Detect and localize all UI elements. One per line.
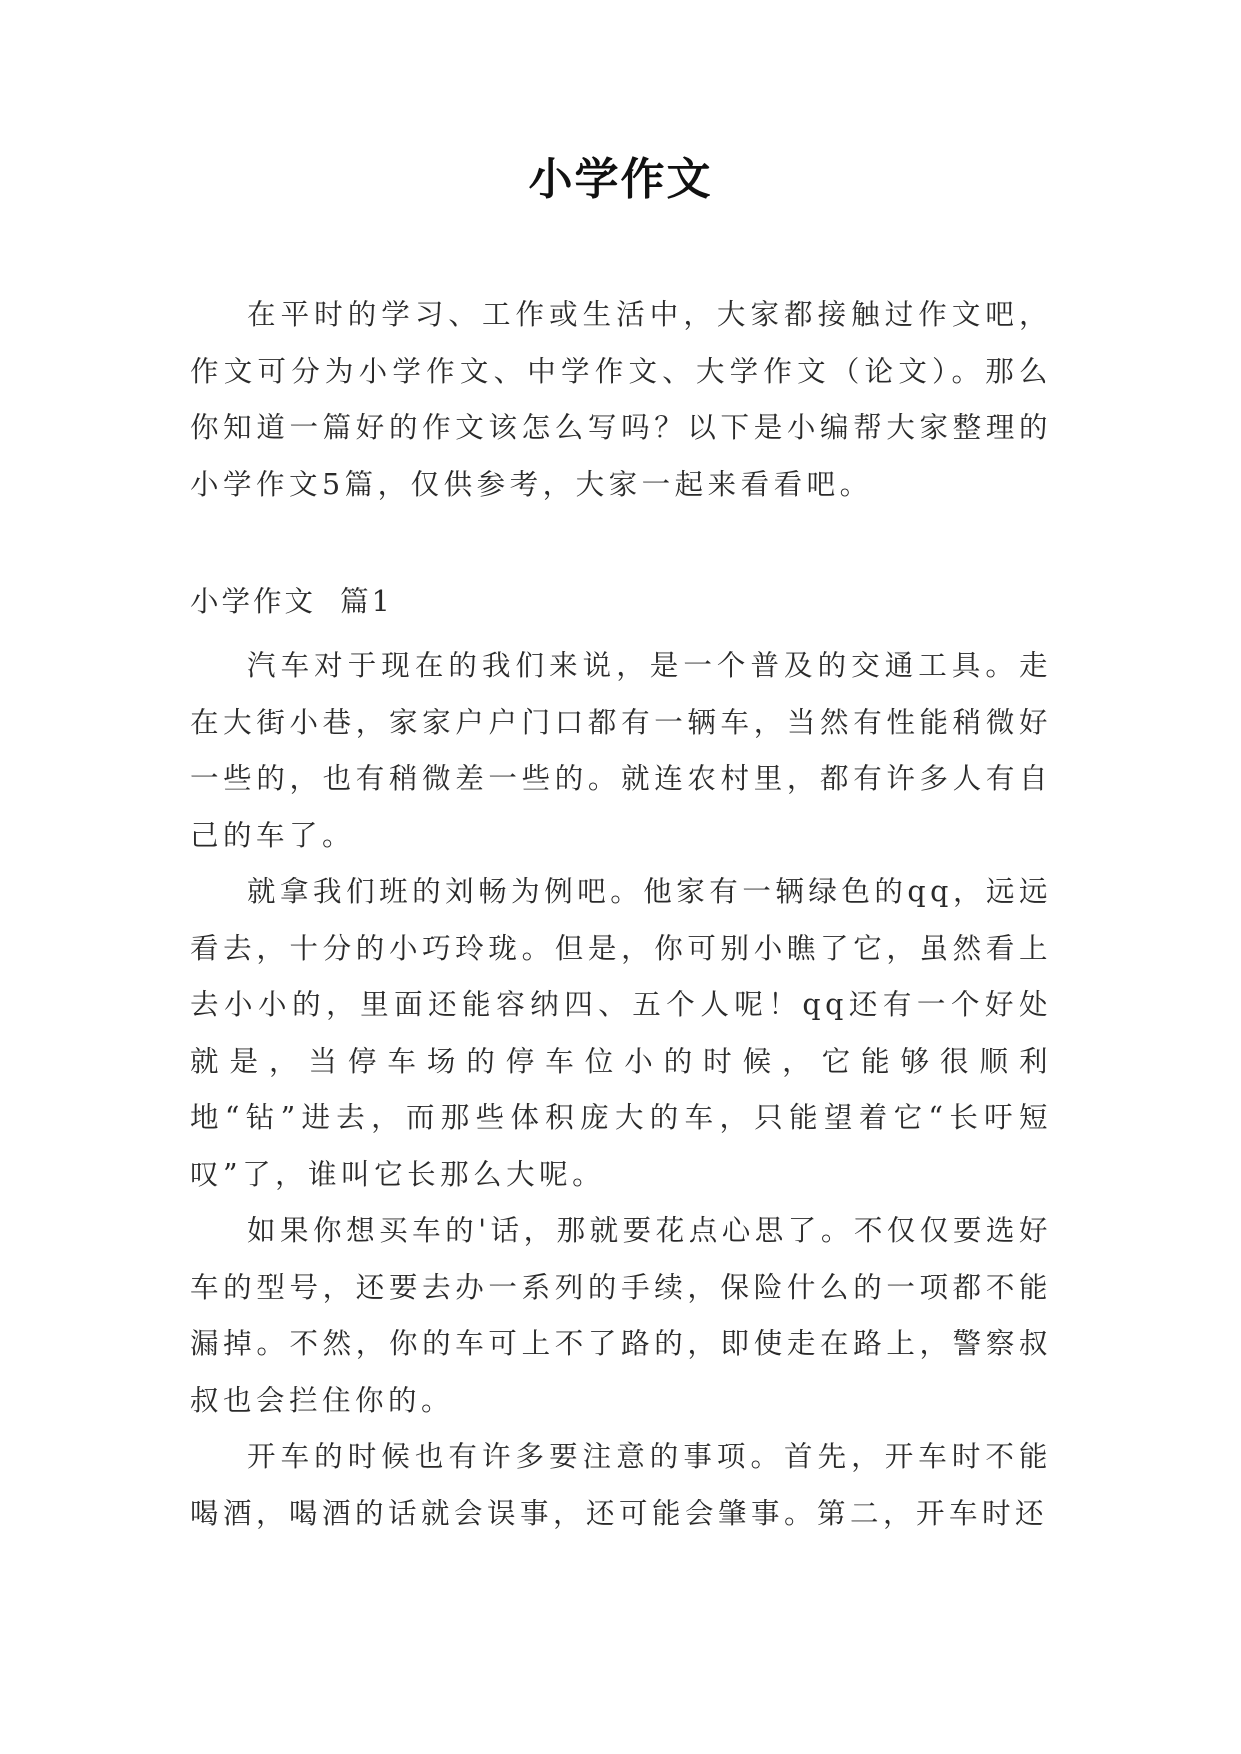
document-title: 小学作文 [528, 154, 713, 205]
essay-paragraph-4: 开车的时候也有许多要注意的事项。首先，开车时不能喝酒，喝酒的话就会误事，还可能会肇事。第二，开车时还 [190, 1440, 1052, 1530]
intro-section [190, 287, 1052, 513]
section-heading: 小学作文 篇1 [190, 585, 393, 618]
essay-paragraph-3: 如果你想买车的'话，那就要花点心思了。不仅仅要选好车的型号，还要去办一系列的手续，保险什么的一项都不能漏掉。不然，你的车可上不了路的，即使走在路上，警察叔叔也会拦住你的。 [190, 1214, 1052, 1417]
essay-paragraph-2: 就拿我们班的刘畅为例吧。他家有一辆绿色的qq，远远看去，十分的小巧玲珑。但是，你可别小瞧了它，虽然看上去小小的，里面还能容纳四、五个人呢！qq还有一个好处就是，当停车场的停车位小的时候，它能够很顺利地“钻”进去，而那些体积庞大的车，只能望着它“长吁短叹”了，谁叫它长那么大呢。 [190, 875, 1052, 1191]
essay-body [190, 638, 1052, 1542]
intro-paragraph: 在平时的学习、工作或生活中，大家都接触过作文吧，作文可分为小学作文、中学作文、大学作文（论文）。那么你知道一篇好的作文该怎么写吗？以下是小编帮大家整理的小学作文5篇，仅供参考，大家一起来看看吧。 [190, 298, 1052, 501]
essay-paragraph-1: 汽车对于现在的我们来说，是一个普及的交通工具。走在大街小巷，家家户户门口都有一辆车，当然有性能稍微好一些的，也有稍微差一些的。就连农村里，都有许多人有自己的车了。 [190, 649, 1052, 852]
